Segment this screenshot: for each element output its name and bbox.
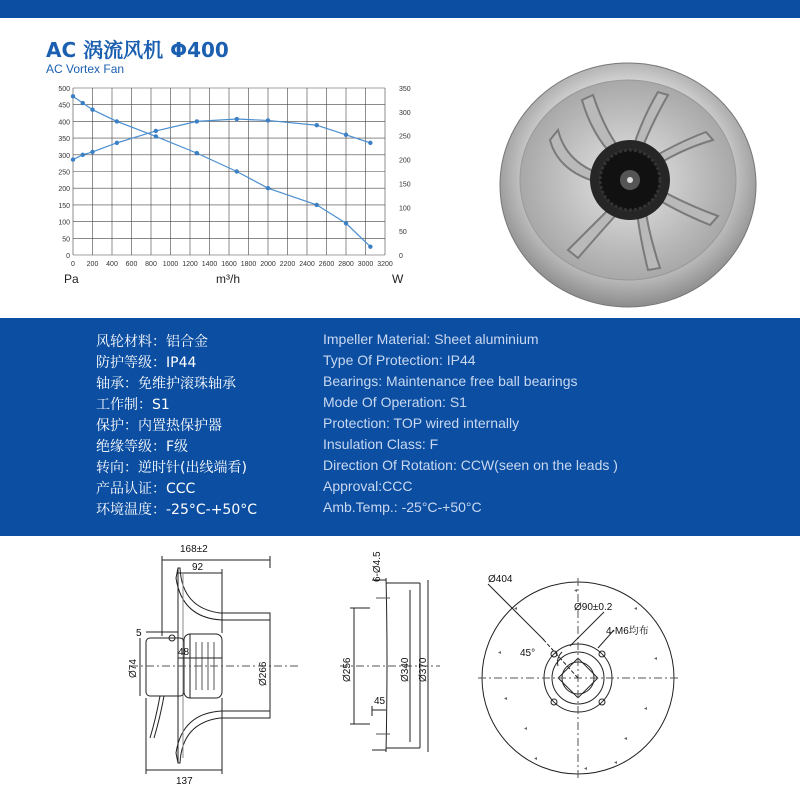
x-tick-label: 2400 [299, 261, 315, 268]
data-point [235, 169, 239, 173]
dim-angle: 45° [520, 648, 536, 659]
spec-cn-0: 风轮材料：铝合金 [96, 334, 208, 350]
data-point [266, 186, 270, 190]
data-point [368, 141, 372, 145]
data-point [115, 119, 119, 123]
data-point [315, 123, 319, 127]
y-left-axis-label: Pa [64, 272, 79, 286]
x-axis-label: m³/h [216, 272, 240, 286]
side-view-drawing [120, 538, 310, 796]
x-tick-label: 1000 [162, 261, 179, 268]
spec-cn-6: 转向：逆时针(出线端看) [96, 460, 247, 476]
dim-340: Ø340 [400, 657, 411, 682]
x-tick-label: 600 [125, 261, 138, 268]
svg-text:◂: ◂ [644, 705, 648, 712]
y-left-tick-label: 0 [66, 253, 70, 260]
svg-text:◂: ◂ [534, 755, 538, 762]
spec-en-7: Approval:CCC [323, 478, 413, 494]
svg-text:◂: ◂ [614, 759, 618, 766]
y-left-tick-label: 450 [58, 102, 70, 110]
y-right-tick-label: 200 [399, 157, 411, 165]
y-left-tick-label: 250 [58, 169, 70, 177]
svg-text:◂: ◂ [514, 605, 518, 612]
dim-74: Ø74 [128, 659, 139, 678]
data-point [81, 153, 85, 157]
data-point [344, 221, 348, 225]
y-left-tick-label: 200 [58, 186, 70, 194]
vortex-fan-icon [498, 60, 758, 310]
spec-cn-7: 产品认证：CCC [96, 481, 196, 497]
front-view-drawing [474, 550, 680, 790]
spec-cn-5: 绝缘等级：F级 [96, 439, 189, 455]
data-point [154, 134, 158, 138]
data-point [344, 133, 348, 137]
spec-cn-2: 轴承：免维护滚珠轴承 [96, 376, 236, 392]
x-tick-label: 2000 [260, 261, 276, 268]
data-point [235, 117, 239, 121]
performance-chart [40, 78, 420, 290]
dim-266: Ø266 [258, 661, 269, 686]
y-left-tick-label: 300 [58, 152, 70, 160]
page-subtitle: AC Vortex Fan [46, 62, 125, 76]
y-right-tick-label: 50 [399, 229, 407, 237]
y-right-tick-label: 250 [399, 133, 411, 141]
spec-en-0: Impeller Material: Sheet aluminium [323, 331, 539, 347]
data-point [195, 151, 199, 155]
y-left-tick-label: 400 [58, 119, 70, 127]
y-left-tick-label: 500 [58, 86, 70, 93]
spec-en-1: Type Of Protection: IP44 [323, 352, 476, 368]
dim-5: 5 [136, 628, 142, 639]
data-point [81, 101, 85, 105]
y-right-axis-label: W [392, 272, 404, 286]
svg-text:◂: ◂ [504, 695, 508, 702]
spec-cn-1: 防护等级：IP44 [96, 355, 197, 371]
y-right-tick-label: 350 [399, 86, 411, 93]
data-point [315, 203, 319, 207]
page-title: AC 涡流风机 Φ400 [46, 38, 229, 62]
svg-text:◂: ◂ [654, 655, 658, 662]
dim-bolt-holes: 6-Ø4.5 [372, 551, 383, 582]
dim-90: Ø90±0.2 [574, 602, 613, 613]
y-right-tick-label: 150 [399, 181, 411, 189]
data-point [115, 141, 119, 145]
x-tick-label: 3200 [377, 261, 393, 268]
dim-168: 168±2 [180, 544, 208, 555]
dim-370: Ø370 [418, 657, 429, 682]
data-point [71, 94, 75, 98]
dim-256: Ø256 [342, 657, 353, 682]
data-point [195, 119, 199, 123]
y-right-tick-label: 100 [399, 205, 411, 213]
section-view-drawing [330, 538, 450, 796]
x-tick-label: 2200 [279, 261, 296, 268]
y-left-tick-label: 350 [58, 136, 70, 144]
x-tick-label: 200 [86, 261, 99, 268]
y-right-tick-label: 0 [399, 253, 403, 260]
x-tick-label: 2600 [318, 261, 335, 268]
svg-text:◂: ◂ [574, 587, 578, 594]
x-tick-label: 1400 [201, 261, 218, 268]
spec-en-3: Mode Of Operation: S1 [323, 394, 467, 410]
series-line-1 [73, 119, 370, 160]
dim-137: 137 [176, 776, 193, 787]
spec-en-6: Direction Of Rotation: CCW(seen on the leads ) [323, 457, 618, 473]
dim-404: Ø404 [488, 574, 513, 585]
svg-text:◂: ◂ [498, 649, 502, 656]
svg-text:◂: ◂ [634, 605, 638, 612]
x-tick-label: 800 [145, 261, 157, 268]
svg-text:◂: ◂ [624, 735, 628, 742]
dim-45: 45 [374, 696, 386, 707]
data-point [90, 108, 94, 112]
x-tick-label: 1200 [182, 261, 198, 268]
data-point [71, 157, 75, 161]
y-left-tick-label: 50 [62, 236, 70, 244]
y-left-tick-label: 100 [58, 219, 70, 227]
y-right-tick-label: 300 [399, 109, 411, 117]
dim-92: 92 [192, 562, 204, 573]
spec-en-4: Protection: TOP wired internally [323, 415, 520, 431]
spec-cn-8: 环境温度：-25°C-+50°C [96, 502, 258, 518]
spec-cn-3: 工作制：S1 [96, 397, 170, 413]
svg-text:◂: ◂ [524, 725, 528, 732]
data-point [154, 129, 158, 133]
x-tick-label: 1600 [221, 261, 237, 268]
dim-m6: 4-M6均布 [606, 626, 649, 637]
x-tick-label: 2800 [338, 261, 354, 268]
data-point [368, 244, 372, 248]
x-tick-label: 3000 [357, 261, 374, 268]
dim-48: 48 [178, 647, 190, 658]
svg-text:◂: ◂ [584, 765, 588, 772]
spec-cn-4: 保护：内置热保护器 [96, 418, 222, 434]
data-point [90, 150, 94, 154]
x-tick-label: 0 [71, 261, 75, 268]
x-tick-label: 400 [106, 261, 118, 268]
spec-en-5: Insulation Class: F [323, 436, 439, 452]
data-point [266, 118, 270, 122]
y-left-tick-label: 150 [58, 202, 70, 210]
spec-en-8: Amb.Temp.: -25°C-+50°C [323, 499, 482, 515]
spec-en-2: Bearings: Maintenance free ball bearings [323, 373, 578, 389]
top-banner [0, 0, 800, 18]
x-tick-label: 1800 [240, 261, 257, 268]
